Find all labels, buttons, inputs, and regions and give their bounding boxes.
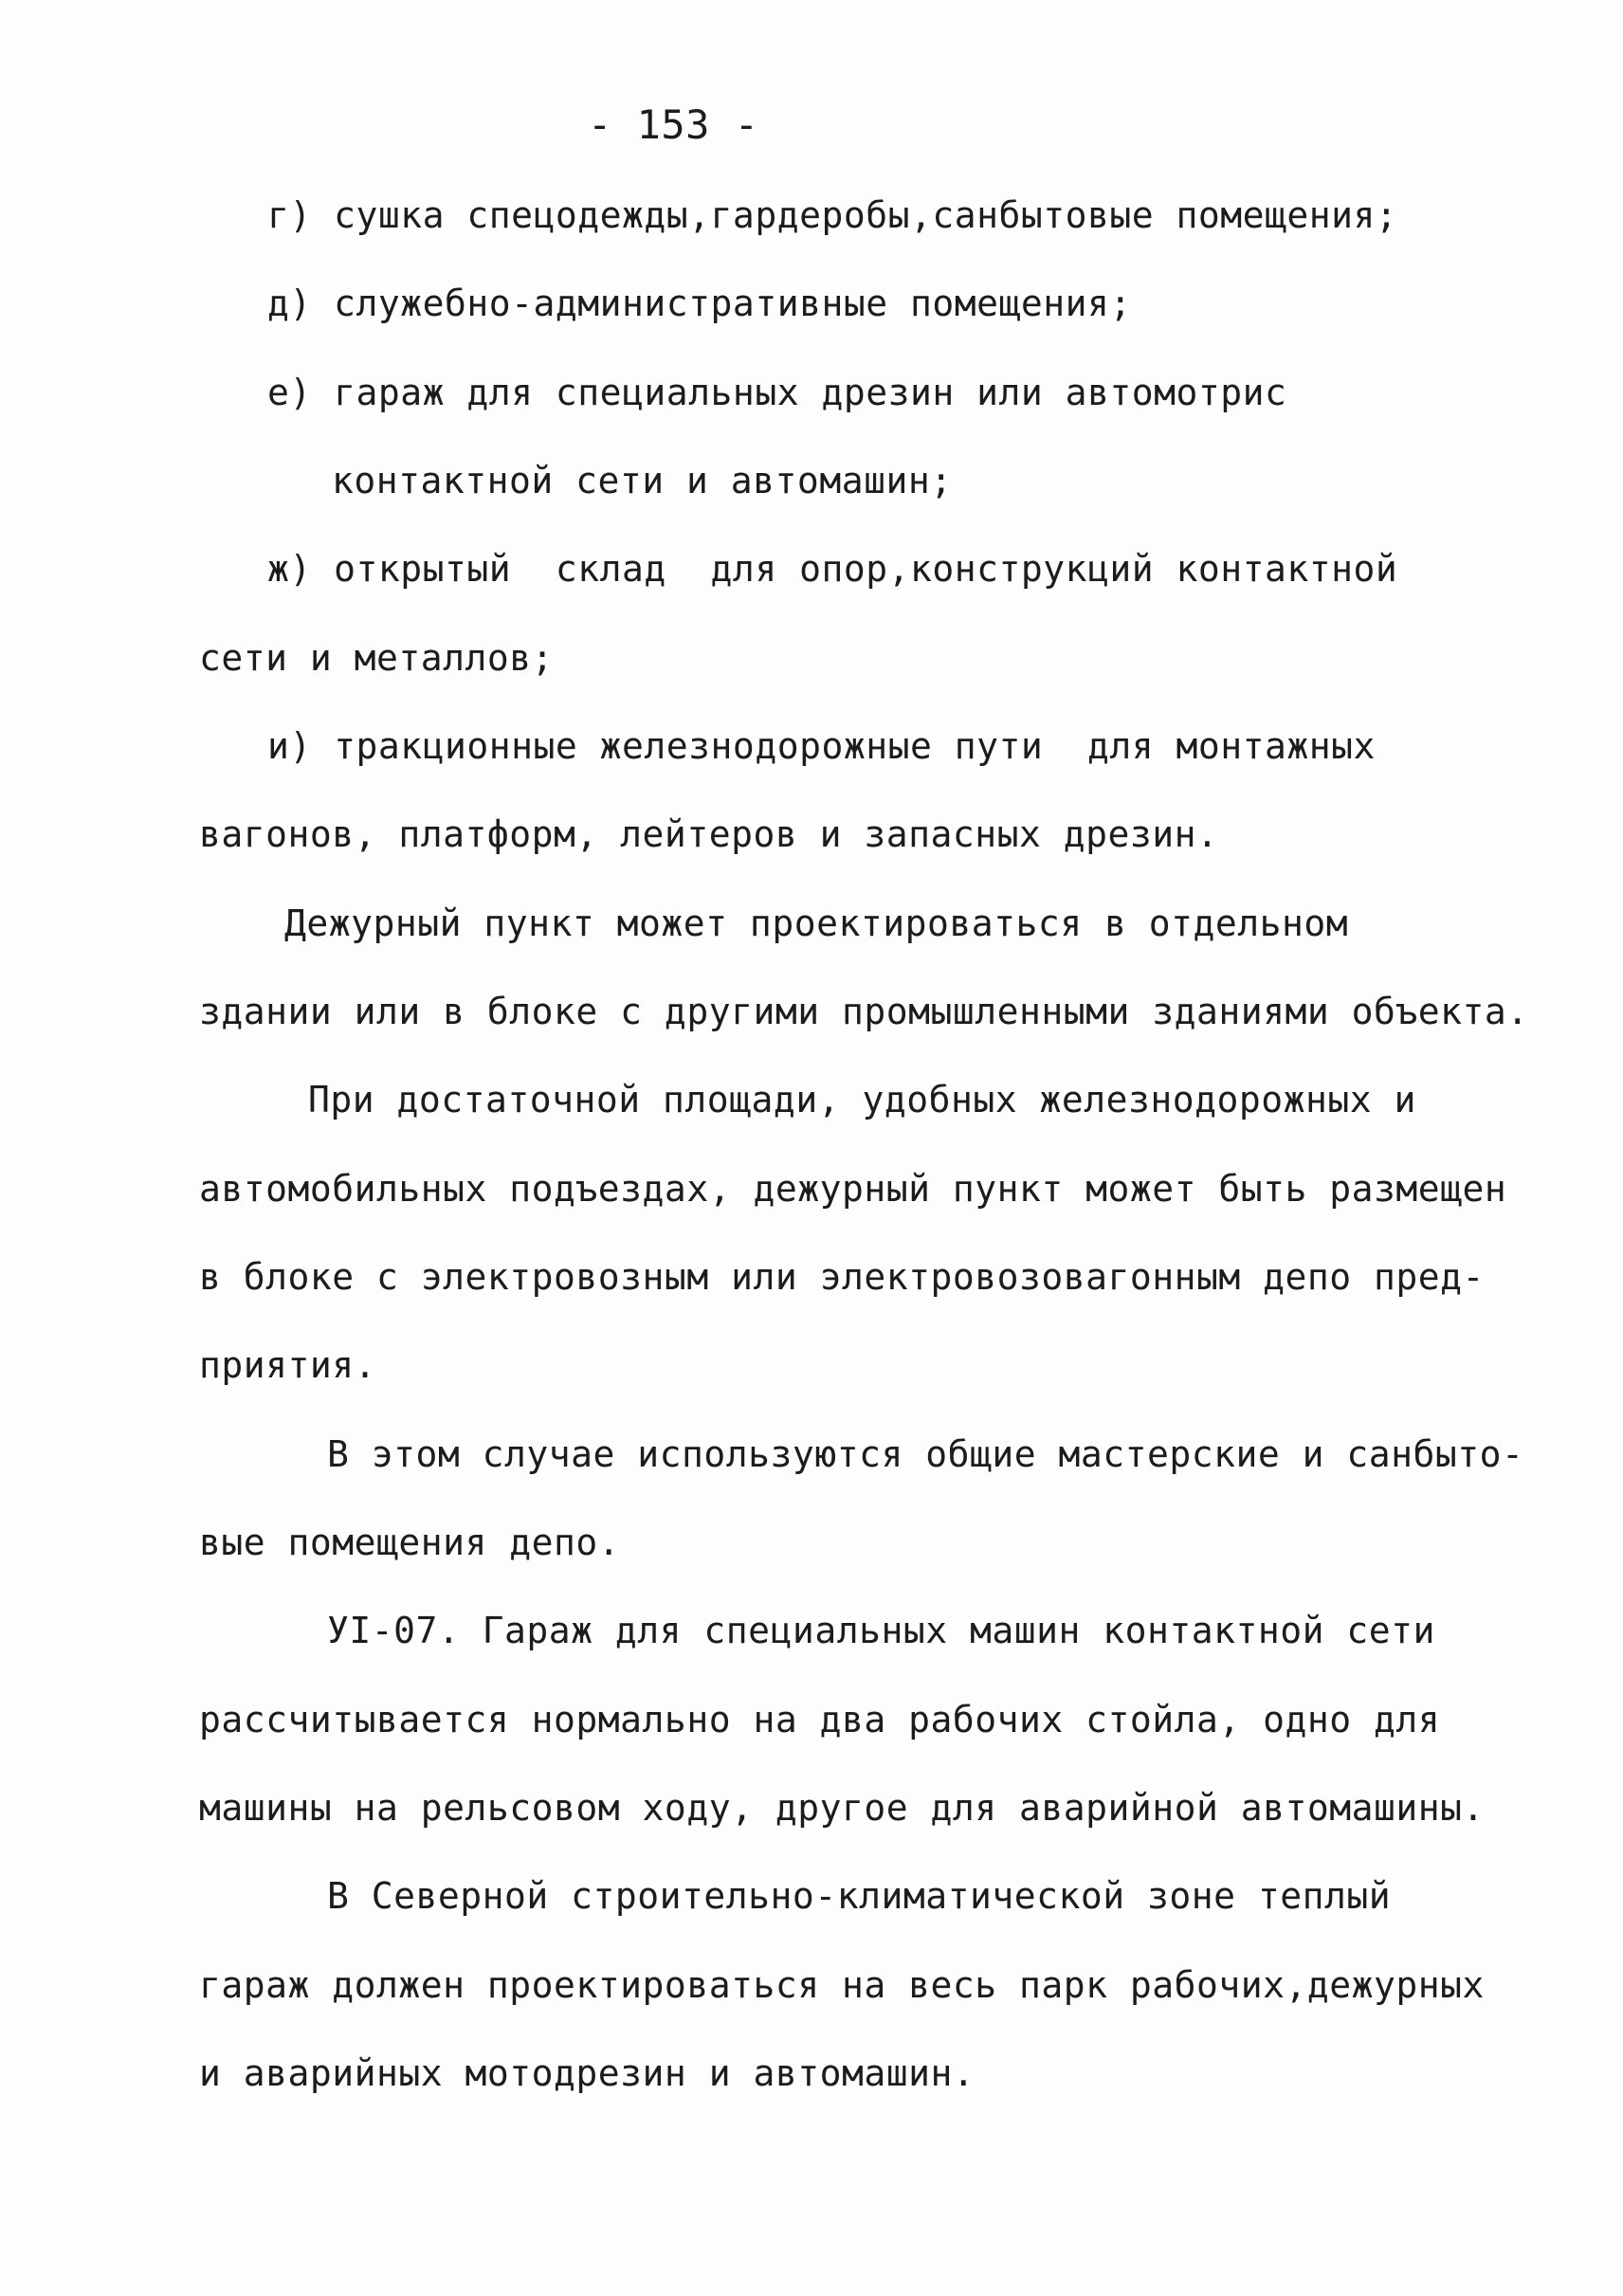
- paragraph-line: При достаточной площади, удобных железнодорожных и: [308, 1079, 1416, 1121]
- paragraph-line: вые помещения депо.: [199, 1522, 621, 1563]
- list-item-e-continued: контактной сети и автомашин;: [332, 460, 953, 501]
- paragraph-line: здании или в блоке с другими промышленными зданиями объекта.: [199, 991, 1529, 1032]
- list-item-zh: ж) открытый склад для опор,конструкций контактной: [267, 548, 1398, 590]
- paragraph-line: В этом случае используются общие мастерские и санбыто-: [327, 1433, 1524, 1475]
- list-item-e: е) гараж для специальных дрезин или автомотрис: [267, 372, 1287, 413]
- paragraph-line: Дежурный пункт может проектироваться в отдельном: [284, 902, 1349, 944]
- paragraph-line: гараж должен проектироваться на весь парк рабочих,дежурных: [199, 1964, 1485, 2006]
- list-item-i-continued: вагонов, платформ, лейтеров и запасных дрезин.: [199, 813, 1219, 855]
- paragraph-line: и аварийных мотодрезин и автомашин.: [199, 2052, 976, 2094]
- paragraph-line: рассчитывается нормально на два рабочих стойла, одно для: [199, 1699, 1441, 1740]
- list-item-i: и) тракционные железнодорожные пути для монтажных: [267, 725, 1376, 767]
- page-number: - 153 -: [588, 101, 759, 148]
- paragraph-line: автомобильных подъездах, дежурный пункт может быть размещен: [199, 1168, 1507, 1210]
- paragraph-line: машины на рельсовом ходу, другое для аварийной автомашины.: [199, 1787, 1485, 1829]
- paragraph-line: в блоке с электровозным или электровозовагонным депо пред-: [199, 1256, 1485, 1298]
- paragraph-line: В Северной строительно-климатической зоне теплый: [327, 1875, 1392, 1917]
- paragraph-line: приятия.: [199, 1344, 377, 1386]
- section-heading-line: УI-07. Гараж для специальных машин контактной сети: [327, 1610, 1435, 1651]
- list-item-d: д) служебно-административные помещения;: [267, 282, 1132, 324]
- list-item-zh-continued: сети и металлов;: [199, 637, 555, 679]
- list-item-g: г) сушка спецодежды,гардеробы,санбытовые помещения;: [267, 194, 1398, 236]
